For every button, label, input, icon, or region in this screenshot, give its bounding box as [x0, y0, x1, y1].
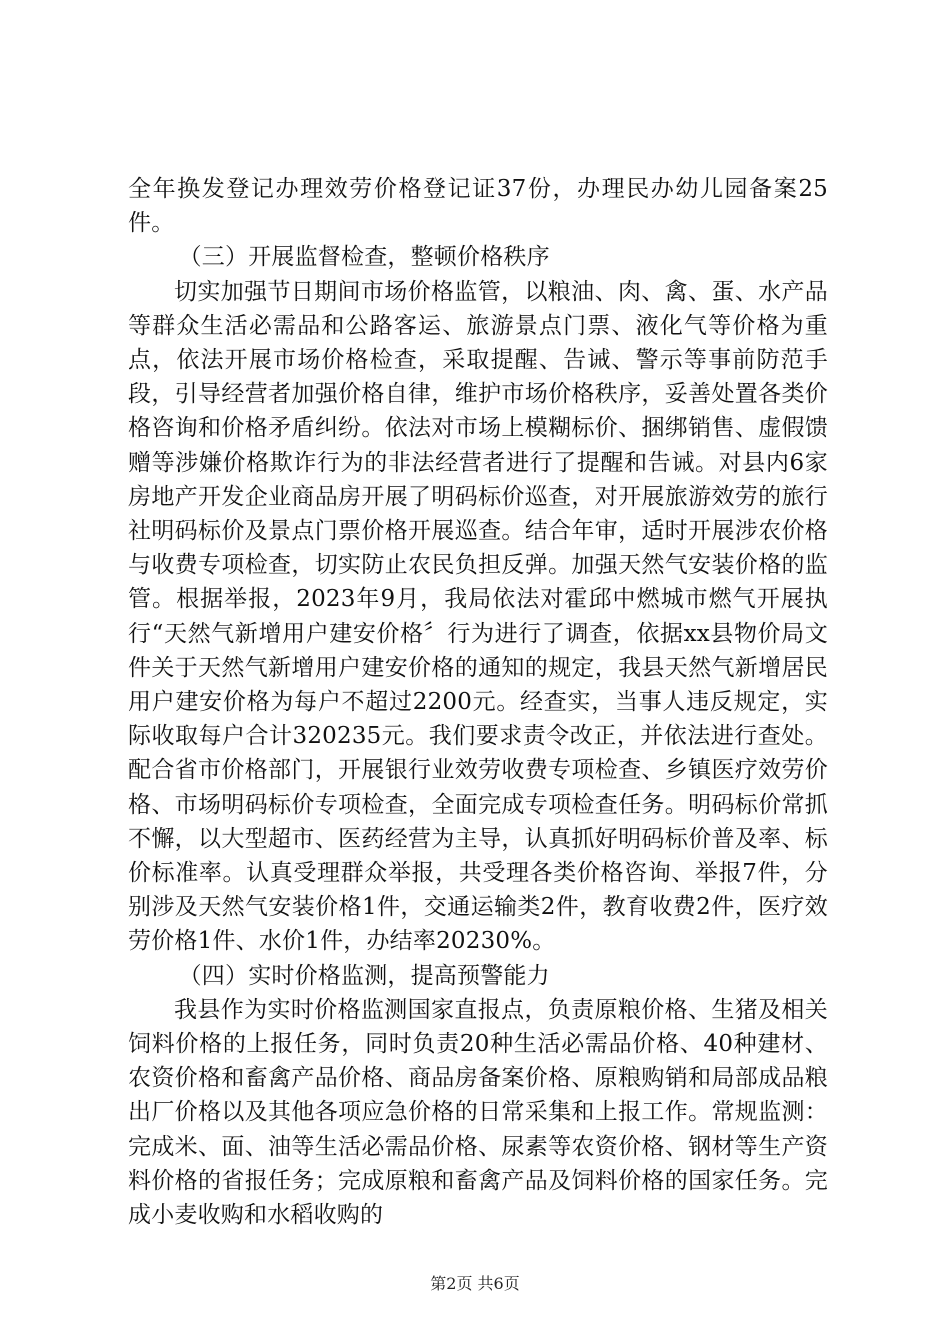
section-heading-four: （四）实时价格监测，提高预警能力 [178, 962, 550, 989]
paragraph-price-inspection: 切实加强节日期间市场价格监管，以粮油、肉、禽、蛋、水产品等群众生活必需品和公路客运、旅游景点门票、液化气等价格为重点，依法开展市场价格检查，采取提醒、告诫、警示等事前防范手段，引导经营者加强价格自律，维护市场价格秩序，妥善处置各类价格咨询和价格矛盾纠纷。依法对市场上模糊标价、捆绑销售、虚假馈赠等涉嫌价格欺诈行为的非法经营者进行了提醒和告诫。对县内6家房地产开发企业商品房开展了明码标价巡查，对开展旅游效劳的旅行社明码标价及景点门票价格开展巡查。结合年审，适时开展涉农价格与收费专项检查，切实防止农民负担反弹。加强天然气安装价格的监管。根据举报，2023年9月，我局依法对霍邱中燃城市燃气开展执行“天然气新增用户建安价格〞行为进行了调查，依据xx县物价局文件关于天然气新增用户建安价格的通知的规定，我县天然气新增居民用户建安价格为每户不超过2200元。经查实，当事人违反规定，实际收取每户合计320235元。我们要求责令改正，并依法进行查处。配合省市价格部门，开展银行业效劳收费专项检查、乡镇医疗效劳价格、市场明码标价专项检查，全面完成专项检查任务。明码标价常抓不懈，以大型超市、医药经营为主导，认真抓好明码标价普及率、标价标准率。认真受理群众举报，共受理各类价格咨询、举报7件，分别涉及天然气安装价格1件，交通运输类2件，教育收费2件，医疗效劳价格1件、水价1件，办结率20230%。 [128, 278, 828, 955]
page-number-footer: 第2页 共6页 [430, 1274, 520, 1293]
paragraph-continuation: 全年换发登记办理效劳价格登记证37份，办理民办幼儿园备案25件。 [128, 176, 828, 237]
section-heading-three: （三）开展监督检查，整顿价格秩序 [178, 244, 550, 271]
paragraph-price-monitoring: 我县作为实时价格监测国家直报点，负责原粮价格、生猪及相关饲料价格的上报任务，同时负责20种生活必需品价格、40种建材、农资价格和畜禽产品价格、商品房备案价格、原粮购销和局部成品粮出厂价格以及其他各项应急价格的日常采集和上报工作。常规监测：完成米、面、油等生活必需品价格、尿素等农资价格、钢材等生产资料价格的省报任务；完成原粮和畜禽产品及饲料价格的国家任务。完成小麦收购和水稻收购的 [128, 996, 828, 1229]
document-body [128, 172, 828, 1232]
